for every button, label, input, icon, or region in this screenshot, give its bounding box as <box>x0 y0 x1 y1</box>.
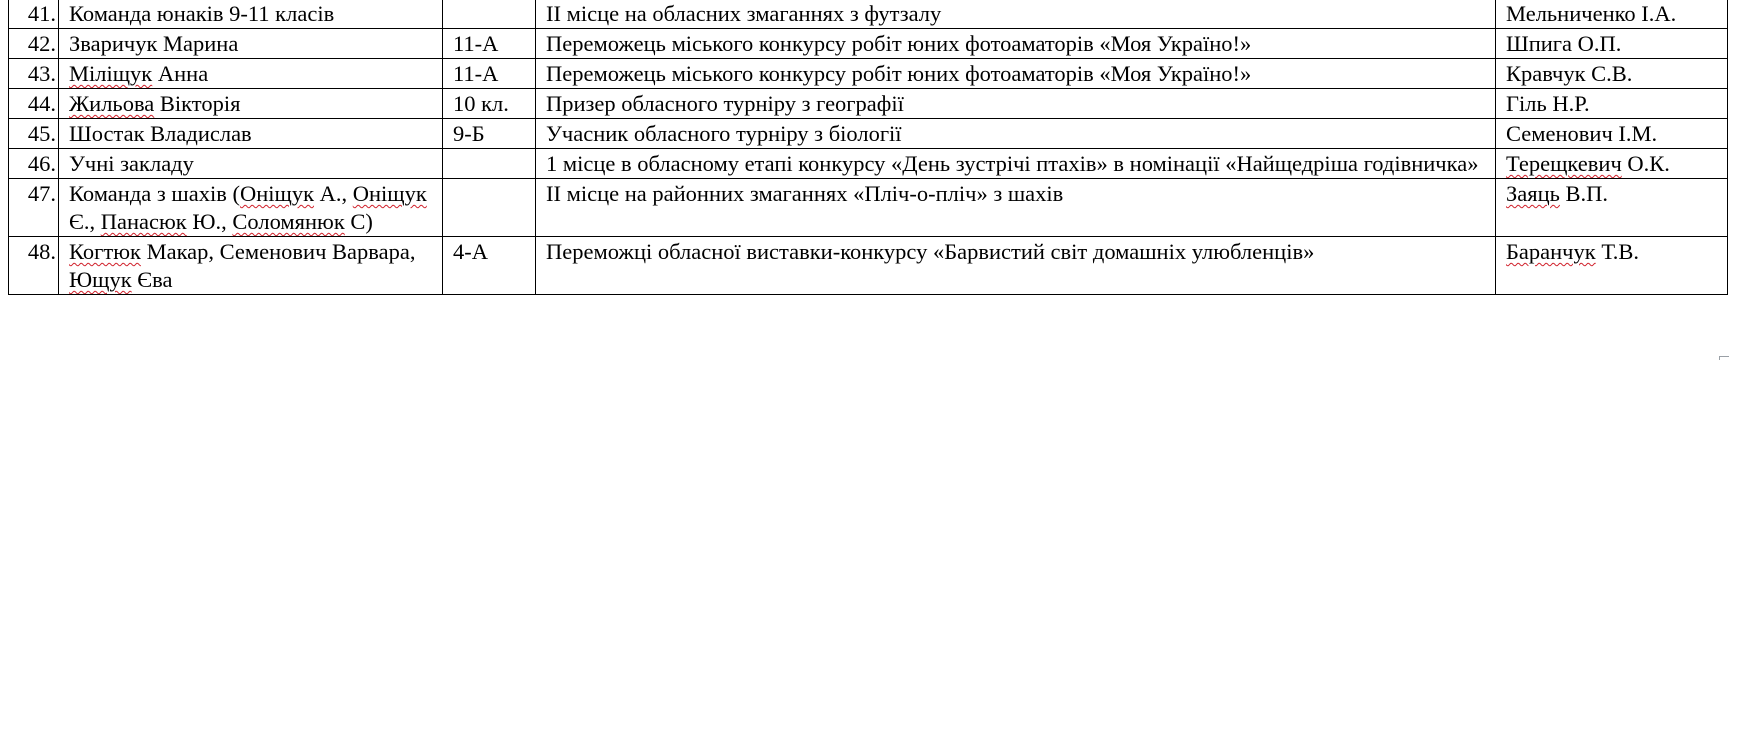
text-fragment: Ю., <box>186 209 233 234</box>
row-number: 43. <box>9 59 59 89</box>
mentor-cell <box>1496 119 1728 149</box>
mentor-cell <box>1496 59 1728 89</box>
participant-name <box>59 89 443 119</box>
participant-name <box>59 237 443 295</box>
achievement-cell: Переможець міського конкурсу робіт юних фотоаматорів «Моя Україно!» <box>536 29 1496 59</box>
achievement-cell: Учасник обласного турніру з біології <box>536 119 1496 149</box>
achievement-cell: 1 місце в обласному етапі конкурсу «День зустрічі птахів» в номінації «Найщедріша годівничка» <box>536 149 1496 179</box>
achievement-cell: Призер обласного турніру з географії <box>536 89 1496 119</box>
class-cell: 11-А <box>443 29 536 59</box>
text-fragment: Учні закладу <box>69 151 194 176</box>
text-fragment: Гіль Н.Р. <box>1506 91 1590 116</box>
text-fragment: Шостак Владислав <box>69 121 252 146</box>
achievement-cell: Переможець міського конкурсу робіт юних фотоаматорів «Моя Україно!» <box>536 59 1496 89</box>
table-row <box>9 119 1728 149</box>
awards-table <box>8 0 1728 295</box>
achievement-cell: ІІ місце на районних змаганнях «Пліч-о-пліч» з шахів <box>536 179 1496 237</box>
text-fragment: Т.В. <box>1595 239 1640 264</box>
spellcheck-flagged-word: Ющук <box>69 267 132 292</box>
class-cell <box>443 0 536 29</box>
row-number: 44. <box>9 89 59 119</box>
text-fragment: Команда юнаків 9-11 класів <box>69 1 335 26</box>
achievement-cell: ІІ місце на обласних змаганнях з футзалу <box>536 0 1496 29</box>
text-fragment: В.П. <box>1559 181 1609 206</box>
mentor-cell <box>1496 237 1728 295</box>
spellcheck-flagged-word: Баранчук <box>1506 239 1596 264</box>
row-number: 48. <box>9 237 59 295</box>
class-cell: 11-А <box>443 59 536 89</box>
participant-name <box>59 29 443 59</box>
row-number: 46. <box>9 149 59 179</box>
spellcheck-flagged-word: Оніщук <box>352 181 427 206</box>
table-row <box>9 59 1728 89</box>
text-fragment: Мельниченко І.А. <box>1506 1 1677 26</box>
text-fragment: Вікторія <box>154 91 241 116</box>
text-fragment: Шпига О.П. <box>1506 31 1622 56</box>
awards-table-body <box>9 0 1728 295</box>
text-fragment: Анна <box>152 61 209 86</box>
row-number: 45. <box>9 119 59 149</box>
mentor-cell <box>1496 179 1728 237</box>
participant-name <box>59 179 443 237</box>
participant-name <box>59 0 443 29</box>
table-row <box>9 179 1728 237</box>
mentor-cell <box>1496 29 1728 59</box>
mentor-cell <box>1496 89 1728 119</box>
text-fragment: С) <box>344 209 373 234</box>
end-of-cell-mark <box>1719 356 1729 360</box>
achievement-cell: Переможці обласної виставки-конкурсу «Барвистий світ домашніх улюбленців» <box>536 237 1496 295</box>
spellcheck-flagged-word: Когтюк <box>69 239 141 264</box>
text-fragment: Є., <box>69 209 101 234</box>
text-fragment: Єва <box>131 267 173 292</box>
class-cell <box>443 179 536 237</box>
text-fragment: Зваричук Марина <box>69 31 239 56</box>
class-cell <box>443 149 536 179</box>
spellcheck-flagged-word: Жильова <box>69 91 155 116</box>
table-row <box>9 237 1728 295</box>
class-cell: 9-Б <box>443 119 536 149</box>
text-fragment: О.К. <box>1621 151 1670 176</box>
mentor-cell <box>1496 0 1728 29</box>
spellcheck-flagged-word: Терещкевич <box>1506 151 1622 176</box>
row-number: 42. <box>9 29 59 59</box>
spellcheck-flagged-word: Заяць <box>1506 181 1560 206</box>
row-number: 47. <box>9 179 59 237</box>
row-number: 41. <box>9 0 59 29</box>
table-row <box>9 29 1728 59</box>
participant-name <box>59 149 443 179</box>
text-fragment: Кравчук С.В. <box>1506 61 1633 86</box>
text-fragment: Команда з шахів ( <box>69 181 240 206</box>
table-row <box>9 149 1728 179</box>
class-cell: 4-А <box>443 237 536 295</box>
mentor-cell <box>1496 149 1728 179</box>
spellcheck-flagged-word: Оніщук <box>239 181 315 206</box>
table-row <box>9 0 1728 29</box>
spellcheck-flagged-word: Соломянюк <box>232 209 345 234</box>
text-fragment: Макар, Семенович Варвара, <box>140 239 416 264</box>
class-cell: 10 кл. <box>443 89 536 119</box>
participant-name <box>59 119 443 149</box>
text-fragment: Семенович І.М. <box>1506 121 1658 146</box>
participant-name <box>59 59 443 89</box>
table-row <box>9 89 1728 119</box>
text-fragment: А., <box>314 181 353 206</box>
spellcheck-flagged-word: Міліщук <box>69 61 153 86</box>
spellcheck-flagged-word: Панасюк <box>100 209 187 234</box>
